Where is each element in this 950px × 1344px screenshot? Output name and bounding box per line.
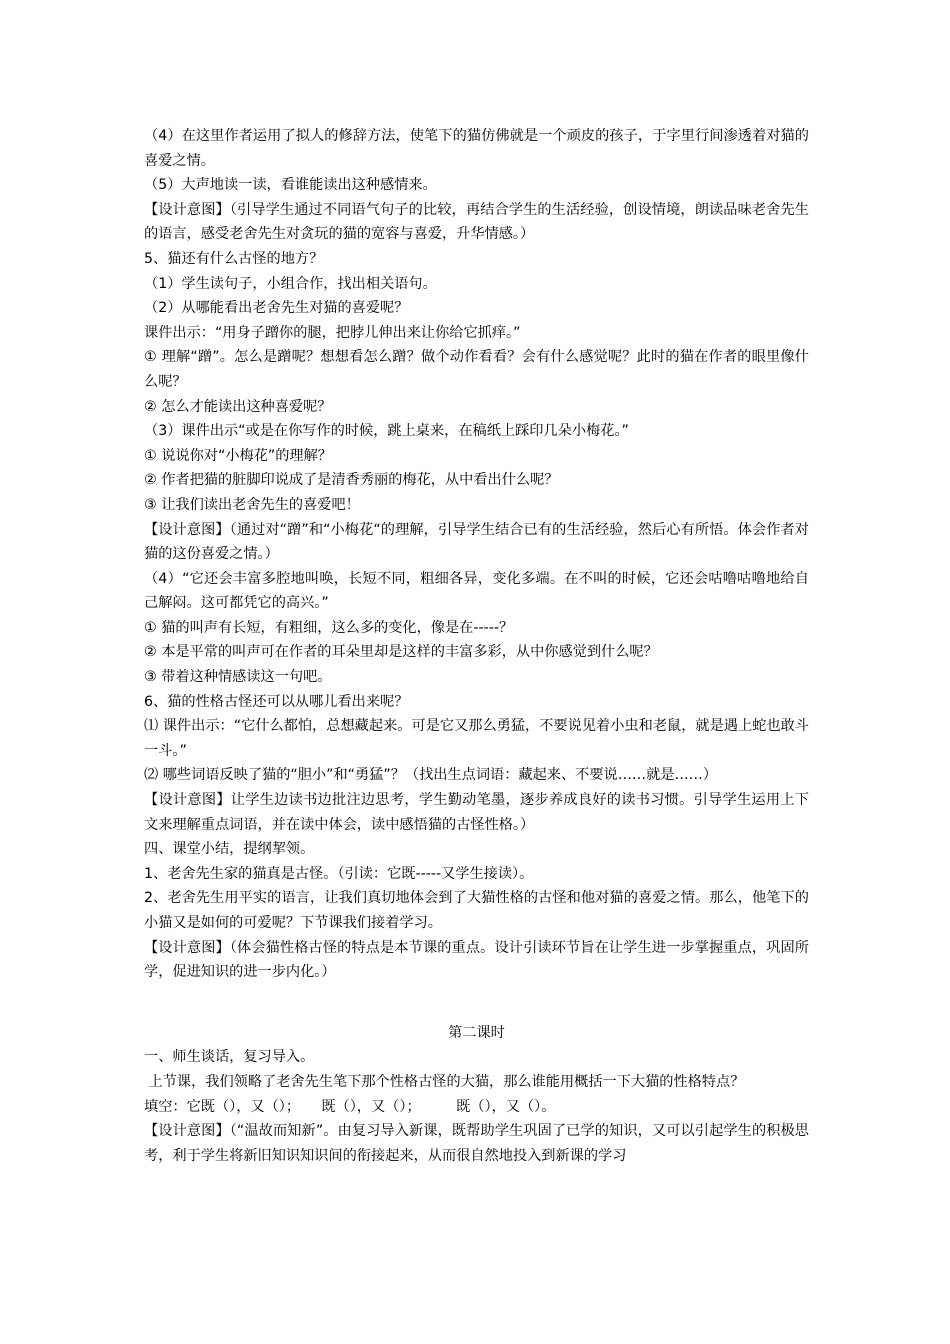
document-page — [144, 124, 809, 1168]
paragraph: ⑵ 哪些词语反映了猫的“胆小”和“勇猛”？（找出生点词语：藏起来、不要说……就是……） — [144, 767, 718, 784]
paragraph: ① 猫的叫声有长短，有粗细，这么多的变化，像是在-----？ — [144, 619, 514, 636]
paragraph: 2、老舍先生用平实的语言，让我们真切地体会到了大猫性格的古怪和他对猫的喜爱之情。那么，他笔下的小猫又是如何的可爱呢？下节课我们接着学习。 — [144, 890, 809, 931]
section-heading: 四、课堂小结，提纲挈领。 — [144, 841, 315, 858]
lesson-title: 第二课时 — [448, 1024, 505, 1041]
paragraph: ① 理解“蹭”。怎么是蹭呢？想想看怎么蹭？做个动作看看？会有什么感觉呢？此时的猫在作者的眼里像什么呢？ — [144, 349, 809, 390]
paragraph: （5）大声地读一读，看谁能读出这种感情来。 — [144, 177, 437, 194]
paragraph: （3）课件出示“或是在你写作的时候，跳上桌来，在稿纸上踩印几朵小梅花。” — [144, 423, 629, 440]
design-intent-paragraph: 【设计意图】（体会猫性格古怪的特点是本节课的重点。设计引读环节旨在让学生进一步掌握重点，巩固所学，促进知识的进一步内化。） — [144, 939, 809, 981]
paragraph: ⑴ 课件出示：“它什么都怕，总想藏起来。可是它又那么勇猛，不要说见着小虫和老鼠，就是遇上蛇也敢斗一斗。” — [144, 718, 809, 759]
spacer — [144, 985, 809, 1021]
paragraph: （2）从哪能看出老舍先生对猫的喜爱呢？ — [144, 300, 409, 317]
paragraph: （1）学生读句子，小组合作，找出相关语句。 — [144, 275, 437, 292]
paragraph: ② 本是平常的叫声可在作者的耳朵里却是这样的丰富多彩，从中你感觉到什么呢？ — [144, 644, 658, 661]
design-intent-paragraph: 【设计意图】让学生边读书边批注边思考，学生勤动笔墨，逐步养成良好的读书习惯。引导学生运用上下文来理解重点词语，并在读中体会，读中感悟猫的古怪性格。） — [144, 792, 809, 833]
paragraph: （4）在这里作者运用了拟人的修辞方法，使笔下的猫仿佛就是一个顽皮的孩子，于字里行间渗透着对猫的喜爱之情。 — [144, 128, 809, 169]
paragraph: （4）“它还会丰富多腔地叫唤，长短不同，粗细各异，变化多端。在不叫的时候，它还会咕噜咕噜地给自己解闷。这可都凭它的高兴。” — [144, 570, 809, 612]
paragraph: 1、老舍先生家的猫真是古怪。（引读：它既-----又学生接读）。 — [144, 865, 534, 882]
design-intent-paragraph: 【设计意图】（“温故而知新”。由复习导入新课，既帮助学生巩固了已学的知识，又可以引起学生的积极思考，利于学生将新旧知识知识间的衔接起来，从而很自然地投入到新课的学习 — [144, 1123, 809, 1164]
section-heading: 一、师生谈话，复习导入。 — [144, 1049, 315, 1066]
section-heading: 6、猫的性格古怪还可以从哪儿看出来呢？ — [144, 693, 409, 710]
paragraph: ③ 让我们读出老舍先生的喜爱吧！ — [144, 496, 360, 513]
design-intent-paragraph: 【设计意图】（通过对“蹭”和“小梅花“的理解，引导学生结合已有的生活经验，然后心有所悟。体会作者对猫的这份喜爱之情。） — [144, 521, 809, 563]
paragraph: ② 作者把猫的脏脚印说成了是清香秀丽的梅花，从中看出什么呢？ — [144, 472, 559, 489]
design-intent-paragraph: 【设计意图】（引导学生通过不同语气句子的比较，再结合学生的生活经验，创设情境，朗读品味老舍先生的语言，感受老舍先生对贪玩的猫的宽容与喜爱，升华情感。） — [144, 201, 809, 243]
section-heading: 5、猫还有什么古怪的地方？ — [144, 250, 324, 267]
paragraph: ① 说说你对“小梅花”的理解？ — [144, 447, 332, 464]
fill-in-blank-line: 填空：它既（），又（）； 既（），又（）； 既（），又（）。 — [144, 1098, 556, 1115]
paragraph: 课件出示：“用身子蹭你的腿，把脖儿伸出来让你给它抓痒。” — [144, 324, 521, 341]
paragraph: 上节课，我们领略了老舍先生笔下那个性格古怪的大猫，那么谁能用概括一下大猫的性格特点？ — [144, 1073, 745, 1090]
paragraph: ③ 带着这种情感读这一句吧。 — [144, 669, 332, 686]
paragraph: ② 怎么才能读出这种喜爱呢？ — [144, 398, 332, 415]
